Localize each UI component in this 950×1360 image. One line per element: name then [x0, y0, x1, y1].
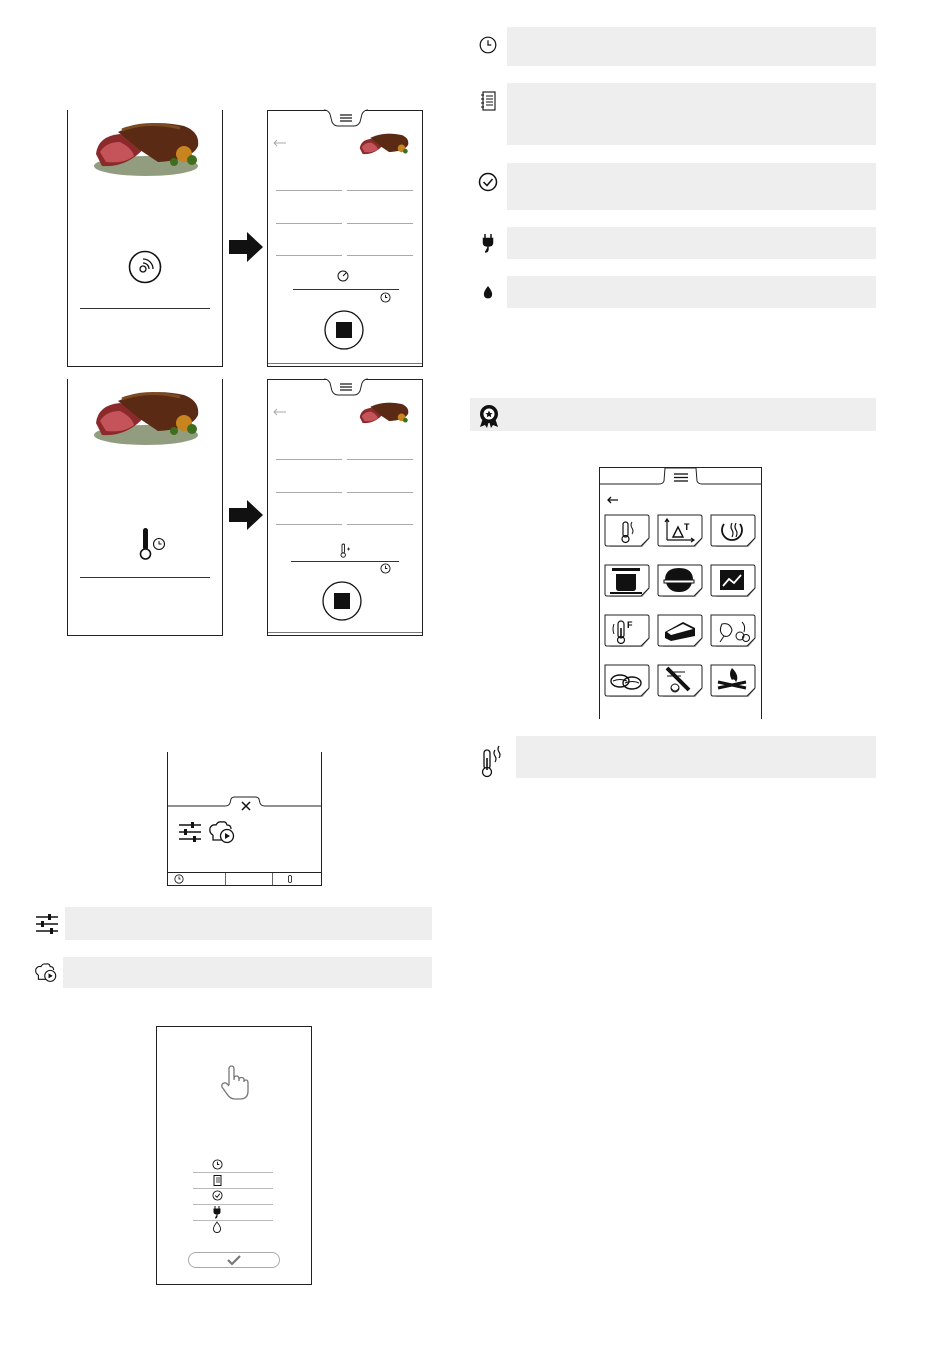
cycle-screen-b — [67, 379, 223, 636]
chef-description-bar — [63, 957, 432, 988]
plug-icon — [482, 234, 494, 252]
svg-text:T: T — [684, 522, 690, 532]
award-badge-icon — [478, 404, 500, 428]
plug-description-bar — [507, 227, 876, 259]
probe-steam-icon — [481, 744, 505, 778]
special-functions-screen — [599, 467, 762, 719]
pointing-hand-icon[interactable] — [221, 1065, 249, 1101]
badge-description-bar — [470, 398, 876, 431]
right-arrow-icon — [229, 500, 263, 530]
back-arrow-icon[interactable] — [274, 140, 286, 146]
probe-fahrenheit-tile[interactable] — [605, 615, 649, 646]
confirm-button[interactable] — [188, 1252, 280, 1268]
phase-screen — [156, 1026, 312, 1285]
tile-frame — [605, 515, 649, 546]
menu-tab[interactable] — [324, 379, 368, 397]
water-drop-icon — [213, 1222, 221, 1233]
cheese-tile[interactable] — [658, 615, 702, 646]
tile-frame — [711, 615, 755, 646]
cycle-disc-icon[interactable] — [128, 250, 162, 284]
settings-description-bar — [65, 907, 432, 940]
clock-icon — [212, 1159, 223, 1170]
tray-tile-icon — [720, 570, 744, 590]
beans-tile[interactable] — [605, 665, 649, 696]
checkmark-icon — [227, 1255, 241, 1265]
back-arrow-icon[interactable] — [608, 497, 618, 503]
roast-meat-image — [88, 385, 206, 447]
hamburger-menu-icon[interactable] — [674, 473, 688, 482]
notepad-icon — [480, 91, 496, 111]
clock-icon[interactable] — [174, 874, 184, 884]
pot-tile[interactable] — [605, 565, 649, 596]
divider — [80, 577, 210, 578]
check-circle-icon — [478, 172, 498, 192]
speed-dial-icon — [337, 270, 349, 282]
dome-tile[interactable] — [658, 565, 702, 596]
divider — [80, 308, 210, 309]
drop-description-bar — [507, 276, 876, 308]
close-icon[interactable] — [242, 802, 250, 810]
sliders-icon — [36, 914, 58, 934]
probe-steam-description-bar — [516, 736, 876, 778]
probe-timer-icon[interactable] — [138, 527, 168, 561]
check-circle-icon — [212, 1190, 223, 1201]
probe-steam-tile[interactable] — [605, 515, 649, 546]
back-arrow-icon[interactable] — [274, 409, 286, 415]
menu-tab[interactable] — [324, 110, 368, 128]
stop-button-icon[interactable] — [324, 310, 364, 350]
tray-tile[interactable] — [711, 565, 755, 596]
clock-icon — [380, 563, 391, 574]
clock-description-bar — [507, 27, 876, 66]
roast-meat-thumb — [356, 129, 412, 161]
clock-icon — [479, 36, 497, 54]
roast-meat-image — [88, 116, 206, 178]
chef-hat-play-icon[interactable] — [209, 821, 235, 843]
probe-indicator-icon — [340, 544, 352, 558]
running-screen-a — [267, 110, 423, 367]
check-description-bar — [507, 163, 876, 210]
steam-recirculation-tile[interactable] — [711, 515, 755, 546]
plug-icon — [213, 1206, 221, 1218]
water-drop-icon — [483, 286, 493, 299]
notepad-icon — [213, 1175, 222, 1186]
roast-meat-thumb — [356, 398, 412, 430]
flame-tile[interactable] — [711, 665, 755, 696]
notepad-description-bar — [507, 83, 876, 145]
stop-button-icon[interactable] — [322, 581, 362, 621]
cycle-screen-a — [67, 110, 223, 367]
chef-hat-play-icon — [35, 963, 57, 982]
vegetables-tile[interactable] — [711, 615, 755, 646]
sliders-icon[interactable] — [179, 822, 201, 842]
grill-tile[interactable] — [658, 665, 702, 696]
tile-frame — [711, 515, 755, 546]
running-screen-b — [267, 379, 423, 636]
svg-text:F: F — [627, 620, 633, 630]
function-tile-grid — [604, 514, 760, 699]
right-arrow-icon — [229, 232, 263, 262]
clock-icon — [380, 292, 391, 303]
drawer-screen — [167, 752, 322, 886]
probe-small-icon — [288, 875, 292, 883]
delta-t-tile[interactable] — [658, 515, 702, 546]
